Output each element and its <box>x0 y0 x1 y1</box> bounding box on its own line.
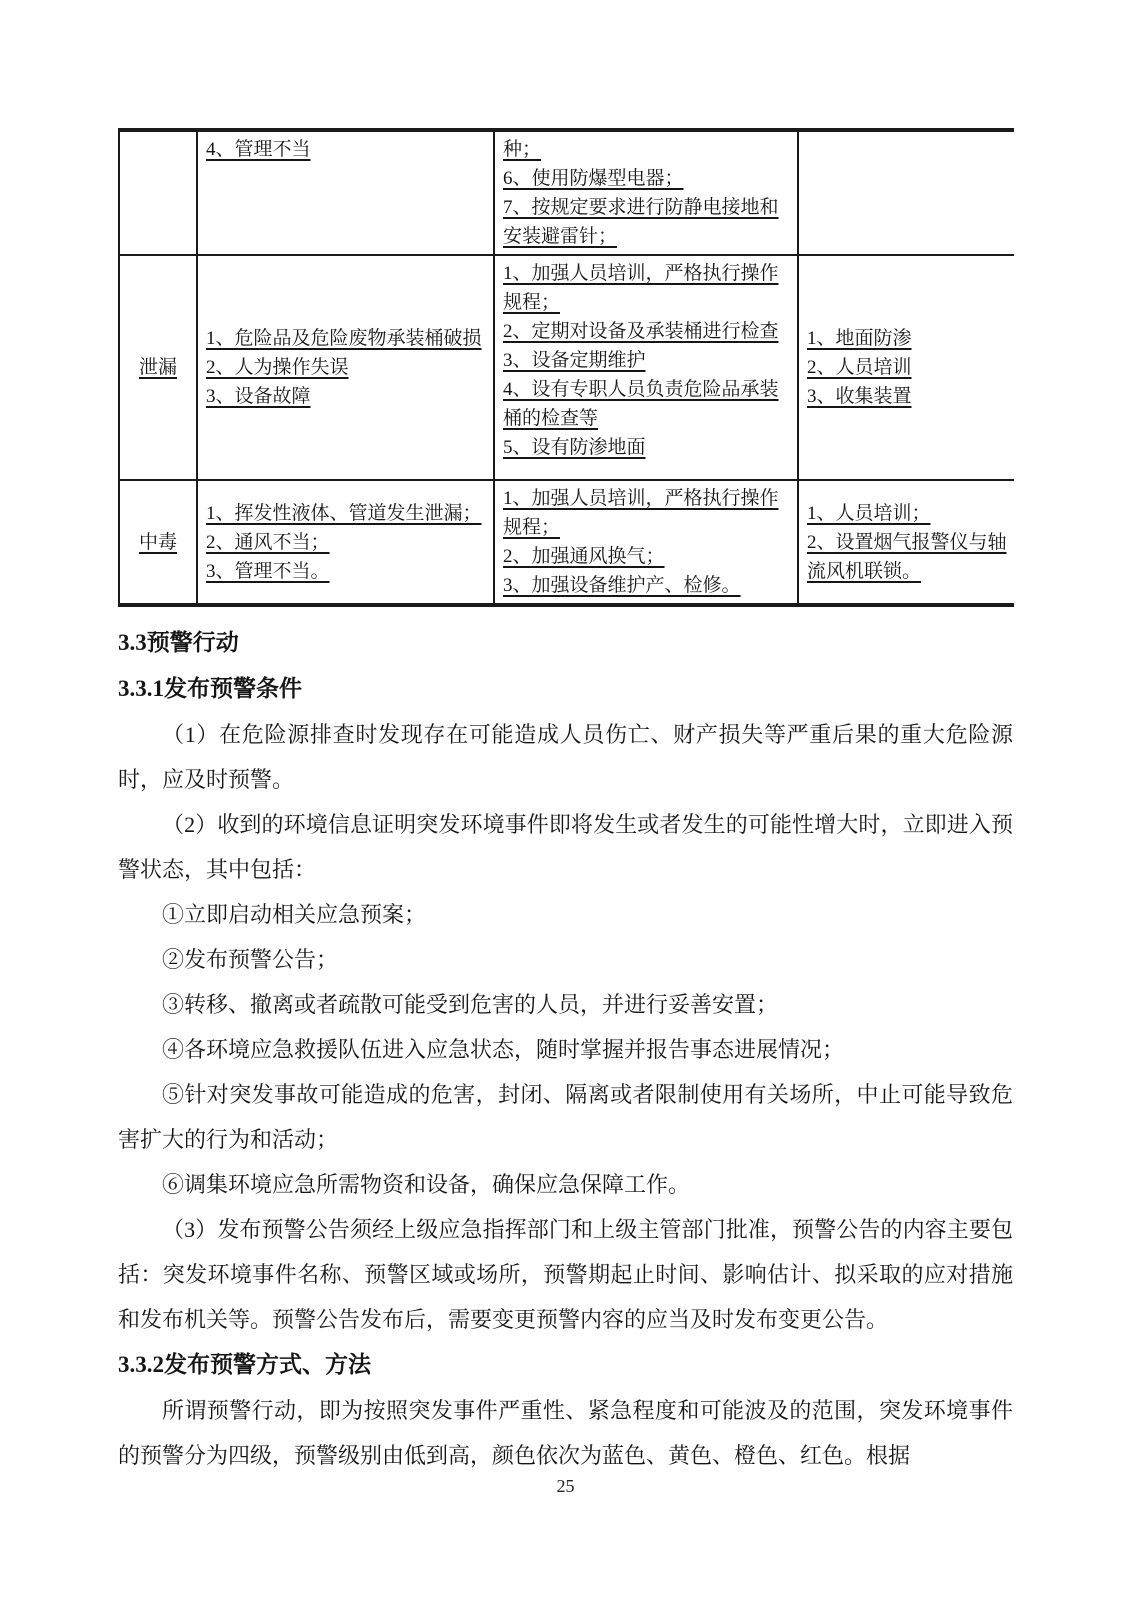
cell-line: 2、通风不当； <box>206 531 330 553</box>
measures-cell <box>494 255 798 480</box>
cell-line: 3、管理不当。 <box>206 560 330 582</box>
hazard-cell <box>119 130 197 255</box>
hazard-cell <box>119 480 197 605</box>
cell-line: 7、按规定要求进行防静电接地和安装避雷针； <box>503 197 779 247</box>
cell-line: 1、挥发性液体、管道发生泄漏； <box>206 502 482 524</box>
cell-line: 3、设备定期维护 <box>503 350 646 371</box>
cell-line: 3、收集装置 <box>807 386 912 407</box>
measures-cell <box>494 480 798 605</box>
table-row <box>119 480 1014 605</box>
causes-cell <box>197 130 494 255</box>
cell-line: 2、定期对设备及承装桶进行检查 <box>503 321 779 342</box>
document-body <box>118 620 1013 1478</box>
cell-line: 2、加强通风换气； <box>503 546 665 567</box>
cell-line: 2、设置烟气报警仪与轴流风机联锁。 <box>807 531 1007 582</box>
cell-line: 1、加强人员培训，严格执行操作规程； <box>503 488 779 538</box>
paragraph-warning-condition-1: （1）在危险源排查时发现存在可能造成人员伤亡、财产损失等严重后果的重大危险源时，应及时预警。 <box>118 722 1013 792</box>
hazard-cell <box>119 255 197 480</box>
list-item-4: ④各环境应急救援队伍进入应急状态，随时掌握并报告事态进展情况； <box>162 1037 845 1062</box>
hazard-table <box>118 128 1014 607</box>
page-number: 25 <box>556 1476 575 1496</box>
cell-line: 4、设有专职人员负责危险品承装桶的检查等 <box>503 379 779 429</box>
list-item-2: ②发布预警公告； <box>162 947 339 972</box>
paragraph-warning-condition-3: （3）发布预警公告须经上级应急指挥部门和上级主管部门批准，预警公告的内容主要包括：突发环境事件名称、预警区域或场所，预警期起止时间、影响估计、拟采取的应对措施和发布机关等。预警公告发布后，需要变更预警内容的应当及时发布变更公告。 <box>118 1217 1013 1332</box>
paragraph-warning-method: 所谓预警行动，即为按照突发事件严重性、紧急程度和可能波及的范围，突发环境事件的预警分为四级，预警级别由低到高，颜色依次为蓝色、黄色、橙色、红色。根据 <box>118 1398 1013 1468</box>
cell-line: 2、人为操作失误 <box>206 357 349 378</box>
cell-line: 种； <box>503 139 542 160</box>
cell-line: 5、设有防渗地面 <box>503 437 646 458</box>
cell-line: 4、管理不当 <box>206 139 311 160</box>
causes-cell <box>197 255 494 480</box>
cell-line: 2、人员培训 <box>807 357 912 378</box>
list-item-6: ⑥调集环境应急所需物资和设备，确保应急保障工作。 <box>162 1172 691 1197</box>
list-item-3: ③转移、撤离或者疏散可能受到危害的人员，并进行妥善安置； <box>162 992 779 1017</box>
cell-line: 泄漏 <box>138 357 177 378</box>
emergency-cell <box>798 480 1014 605</box>
cell-line: 1、人员培训； <box>807 502 931 524</box>
table-row <box>119 255 1014 480</box>
table-row <box>119 130 1014 255</box>
list-item-5: ⑤针对突发事故可能造成的危害，封闭、隔离或者限制使用有关场所，中止可能导致危害扩大的行为和活动； <box>118 1082 1013 1152</box>
emergency-cell <box>798 130 1014 255</box>
section-heading-3-3-1: 3.3.1发布预警条件 <box>118 676 302 701</box>
section-heading-3-3-2: 3.3.2发布预警方式、方法 <box>118 1352 371 1377</box>
cell-line: 3、设备故障 <box>206 386 311 407</box>
cell-line: 6、使用防爆型电器； <box>503 168 684 189</box>
paragraph-warning-condition-2: （2）收到的环境信息证明突发环境事件即将发生或者发生的可能性增大时，立即进入预警状态，其中包括： <box>118 812 1013 882</box>
cell-line: 1、危险品及危险废物承装桶破损 <box>206 328 482 349</box>
emergency-cell <box>798 255 1014 480</box>
cell-line: 中毒 <box>138 531 177 553</box>
list-item-1: ①立即启动相关应急预案； <box>162 902 427 927</box>
causes-cell <box>197 480 494 605</box>
cell-line: 1、地面防渗 <box>807 328 912 349</box>
measures-cell <box>494 130 798 255</box>
cell-line: 1、加强人员培训，严格执行操作规程； <box>503 263 779 313</box>
section-heading-3-3: 3.3预警行动 <box>118 630 239 655</box>
cell-line: 3、加强设备维护产、检修。 <box>503 575 741 596</box>
